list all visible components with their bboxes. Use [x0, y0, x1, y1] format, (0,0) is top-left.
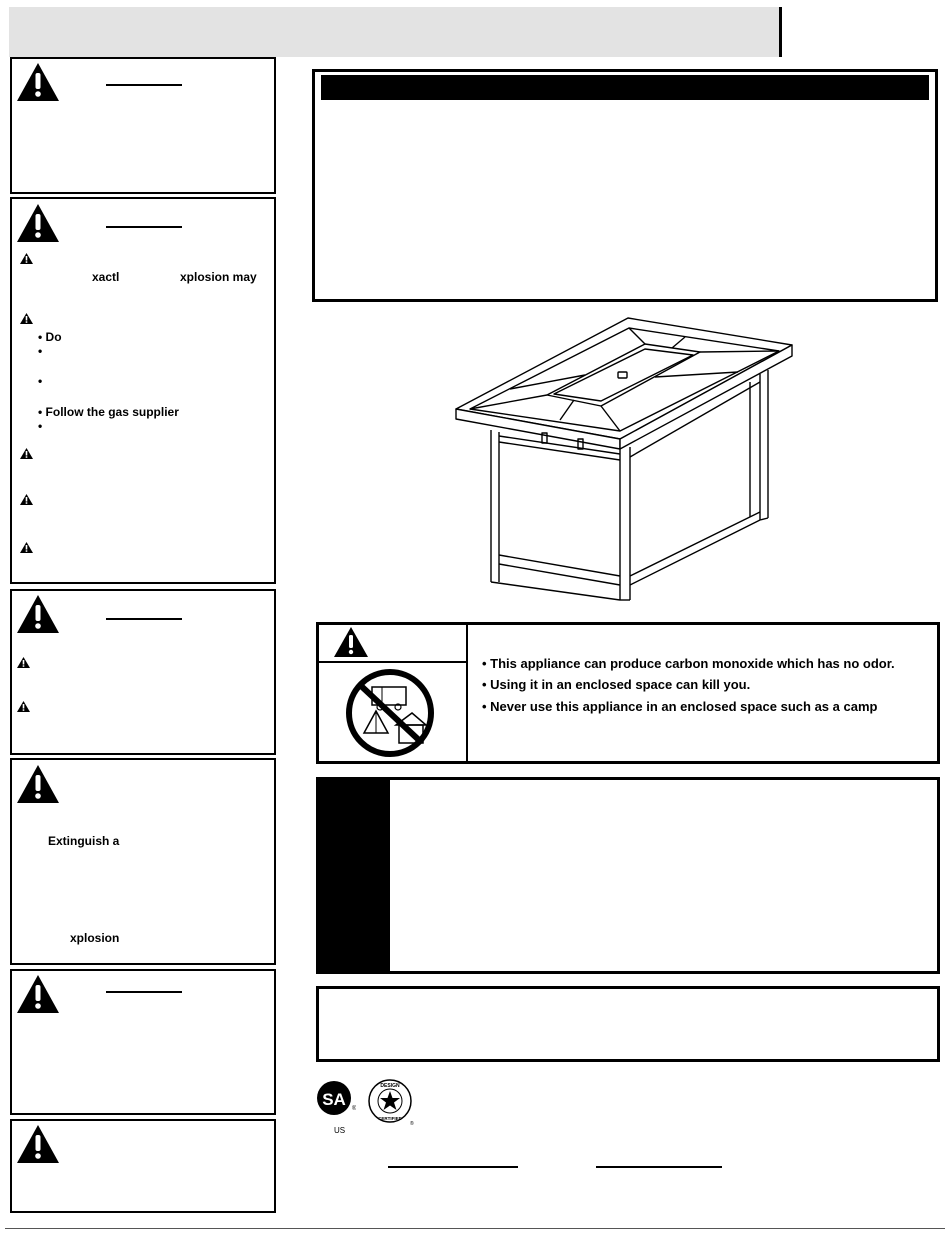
- small-warning-icon: [20, 494, 33, 505]
- csa-mark-text: SA: [322, 1090, 346, 1109]
- small-warning-icon: [17, 657, 30, 668]
- heading-underline: [106, 618, 182, 620]
- warning-triangle-icon: [16, 594, 60, 634]
- box2-bullet-follow: • Follow the gas supplier: [38, 405, 179, 419]
- blank-fill-line: [388, 1166, 518, 1168]
- box2-bullet: •: [38, 419, 43, 433]
- seal-text-top: DESIGN: [380, 1083, 400, 1089]
- design-certified-seal-icon: [368, 1079, 416, 1127]
- seal-text-bottom: CERTIFIED: [378, 1116, 402, 1121]
- small-warning-icon: [20, 448, 33, 459]
- box4-extinguish: Extinguish a: [48, 834, 120, 848]
- header-bar: [9, 7, 781, 57]
- warning-triangle-icon: [16, 764, 60, 804]
- no-enclosed-space-icon: [342, 667, 438, 759]
- small-warning-icon: [20, 253, 33, 264]
- heading-underline: [106, 226, 182, 228]
- small-warning-icon: [17, 701, 30, 712]
- csa-logo-icon: [316, 1080, 356, 1124]
- box2-bullet: •: [38, 344, 43, 358]
- box2-text-xactl: xactl: [92, 270, 120, 284]
- box2-bullet-do: • Do: [38, 330, 62, 344]
- small-warning-icon: [20, 542, 33, 553]
- notice-box-2: [316, 777, 940, 974]
- co-warning-line-3: • Never use this appliance in an enclosed space such as a camp: [482, 699, 878, 714]
- blank-fill-line: [596, 1166, 722, 1168]
- warning-box-2: [10, 197, 276, 584]
- svg-text:®: ®: [410, 1121, 414, 1127]
- footer-rule: [5, 1228, 945, 1229]
- small-warning-icon: [20, 313, 33, 324]
- warning-triangle-icon: [333, 626, 369, 658]
- warning-triangle-icon: [16, 203, 60, 243]
- svg-text:®: ®: [352, 1106, 356, 1112]
- co-warning-divider: [466, 622, 468, 764]
- header-divider: [779, 7, 782, 57]
- co-warning-line-2: • Using it in an enclosed space can kill you.: [482, 677, 751, 692]
- box4-explosion: xplosion: [70, 931, 120, 945]
- notice-box-2-black-column: [317, 778, 390, 973]
- co-warning-line-1: • This appliance can produce carbon monoxide which has no odor.: [482, 656, 895, 671]
- heading-underline: [106, 991, 182, 993]
- notice-box-3: [316, 986, 940, 1062]
- co-warning-divider: [316, 661, 466, 663]
- fire-table-illustration: [450, 312, 800, 604]
- warning-triangle-icon: [16, 62, 60, 102]
- warning-triangle-icon: [16, 974, 60, 1014]
- box2-text-explosion: xplosion may: [180, 270, 257, 284]
- notice-header-band: [321, 75, 929, 100]
- warning-triangle-icon: [16, 1124, 60, 1164]
- csa-region-label: US: [334, 1126, 346, 1135]
- box2-bullet: •: [38, 374, 43, 388]
- heading-underline: [106, 84, 182, 86]
- notice-box: [312, 69, 938, 302]
